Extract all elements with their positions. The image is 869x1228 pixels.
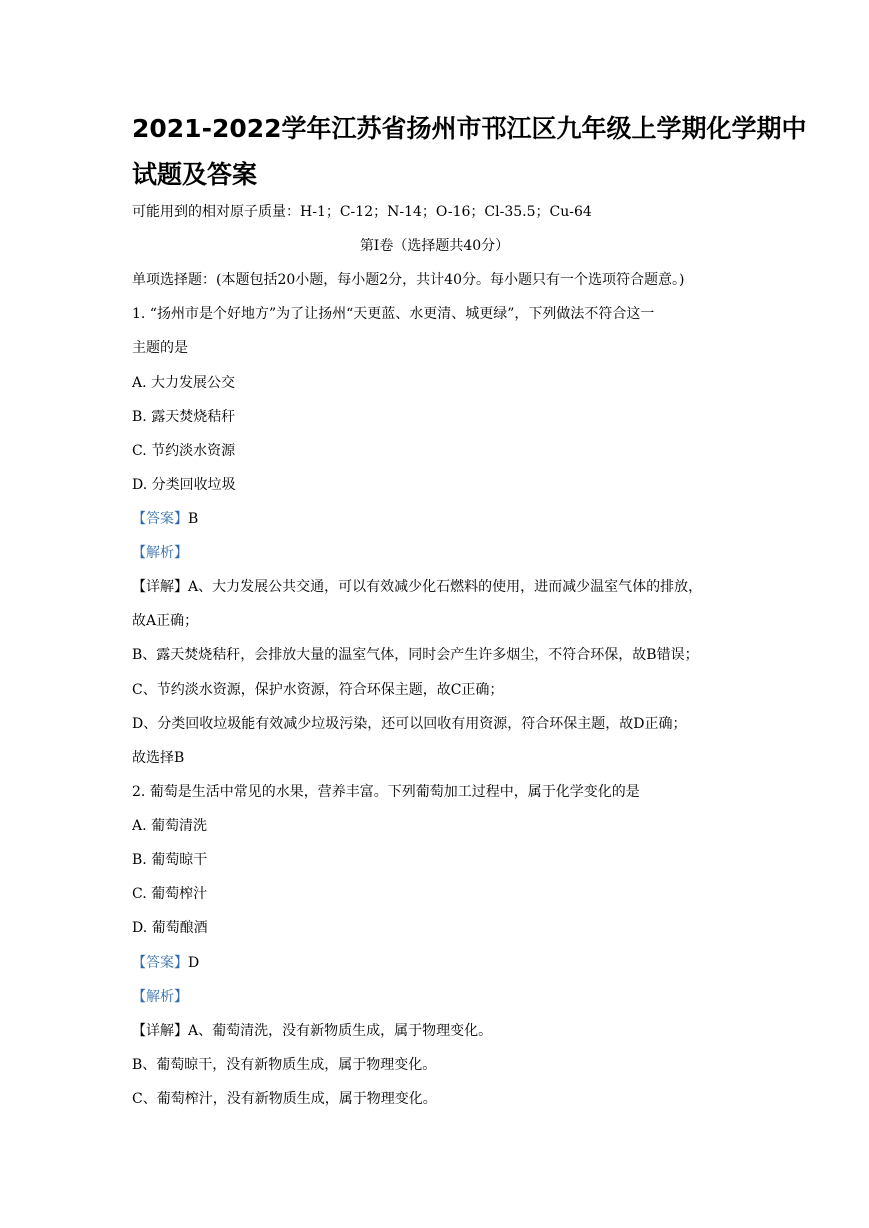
question-2-stem-line-1: 2. 葡萄是生活中常见的水果，营养丰富。下列葡萄加工过程中，属于化学变化的是 bbox=[132, 784, 640, 800]
question-1-detail-line-6: 故选择B bbox=[132, 750, 185, 766]
question-2-option-d: D. 葡萄酿酒 bbox=[132, 920, 208, 936]
section-instructions: 单项选择题：(本题包括20小题，每小题2分，共计40分。每小题只有一个选项符合题意。) bbox=[132, 272, 685, 288]
question-1-detail-line-4: C、节约淡水资源，保护水资源，符合环保主题，故C正确； bbox=[132, 682, 504, 698]
question-2-option-c: C. 葡萄榨汁 bbox=[132, 886, 208, 902]
question-1-stem-line-1: 1. “扬州市是个好地方”为了让扬州“天更蓝、水更清、城更绿”，下列做法不符合这一 bbox=[132, 306, 655, 322]
question-2-detail-line-1: 【详解】A、葡萄清洗，没有新物质生成，属于物理变化。 bbox=[132, 1023, 493, 1039]
question-2-answer bbox=[132, 953, 199, 973]
question-1-option-a: A. 大力发展公交 bbox=[132, 375, 236, 391]
answer-value: D bbox=[188, 955, 200, 971]
question-2-detail-line-2: B、葡萄晾干，没有新物质生成，属于物理变化。 bbox=[132, 1057, 437, 1073]
section-heading: 第Ⅰ卷（选择题共40分） bbox=[359, 238, 510, 254]
question-2-analysis-label: 【解析】 bbox=[132, 989, 188, 1005]
question-1-detail-line-5: D、分类回收垃圾能有效减少垃圾污染，还可以回收有用资源，符合环保主题，故D正确； bbox=[132, 716, 687, 732]
question-2-option-a: A. 葡萄清洗 bbox=[132, 818, 208, 834]
question-1-detail-line-1: 【详解】A、大力发展公共交通，可以有效减少化石燃料的使用，进而减少温室气体的排放， bbox=[132, 579, 703, 595]
answer-label: 【答案】 bbox=[132, 511, 188, 527]
question-1-option-c: C. 节约淡水资源 bbox=[132, 443, 236, 459]
question-1-option-d: D. 分类回收垃圾 bbox=[132, 477, 236, 493]
answer-value: B bbox=[188, 511, 199, 527]
document-title-line-2: 试题及答案 bbox=[132, 160, 258, 189]
question-1-detail-line-3: B、露天焚烧秸秆，会排放大量的温室气体，同时会产生许多烟尘，不符合环保，故B错误； bbox=[132, 647, 699, 663]
answer-label: 【答案】 bbox=[132, 955, 188, 971]
question-2-detail-line-3: C、葡萄榨汁，没有新物质生成，属于物理变化。 bbox=[132, 1091, 437, 1107]
document-title-line-1: 2021-2022学年江苏省扬州市邗江区九年级上学期化学期中 bbox=[132, 114, 807, 143]
atomic-masses: 可能用到的相对原子质量：H-1；C-12；N-14；O-16；Cl-35.5；Cu-64 bbox=[132, 204, 592, 220]
question-1-option-b: B. 露天焚烧秸秆 bbox=[132, 409, 236, 425]
question-1-answer bbox=[132, 509, 198, 529]
question-1-stem-line-2: 主题的是 bbox=[132, 340, 188, 356]
question-2-option-b: B. 葡萄晾干 bbox=[132, 852, 208, 868]
question-1-analysis-label: 【解析】 bbox=[132, 545, 188, 561]
question-1-detail-line-2: 故A正确； bbox=[132, 613, 199, 629]
